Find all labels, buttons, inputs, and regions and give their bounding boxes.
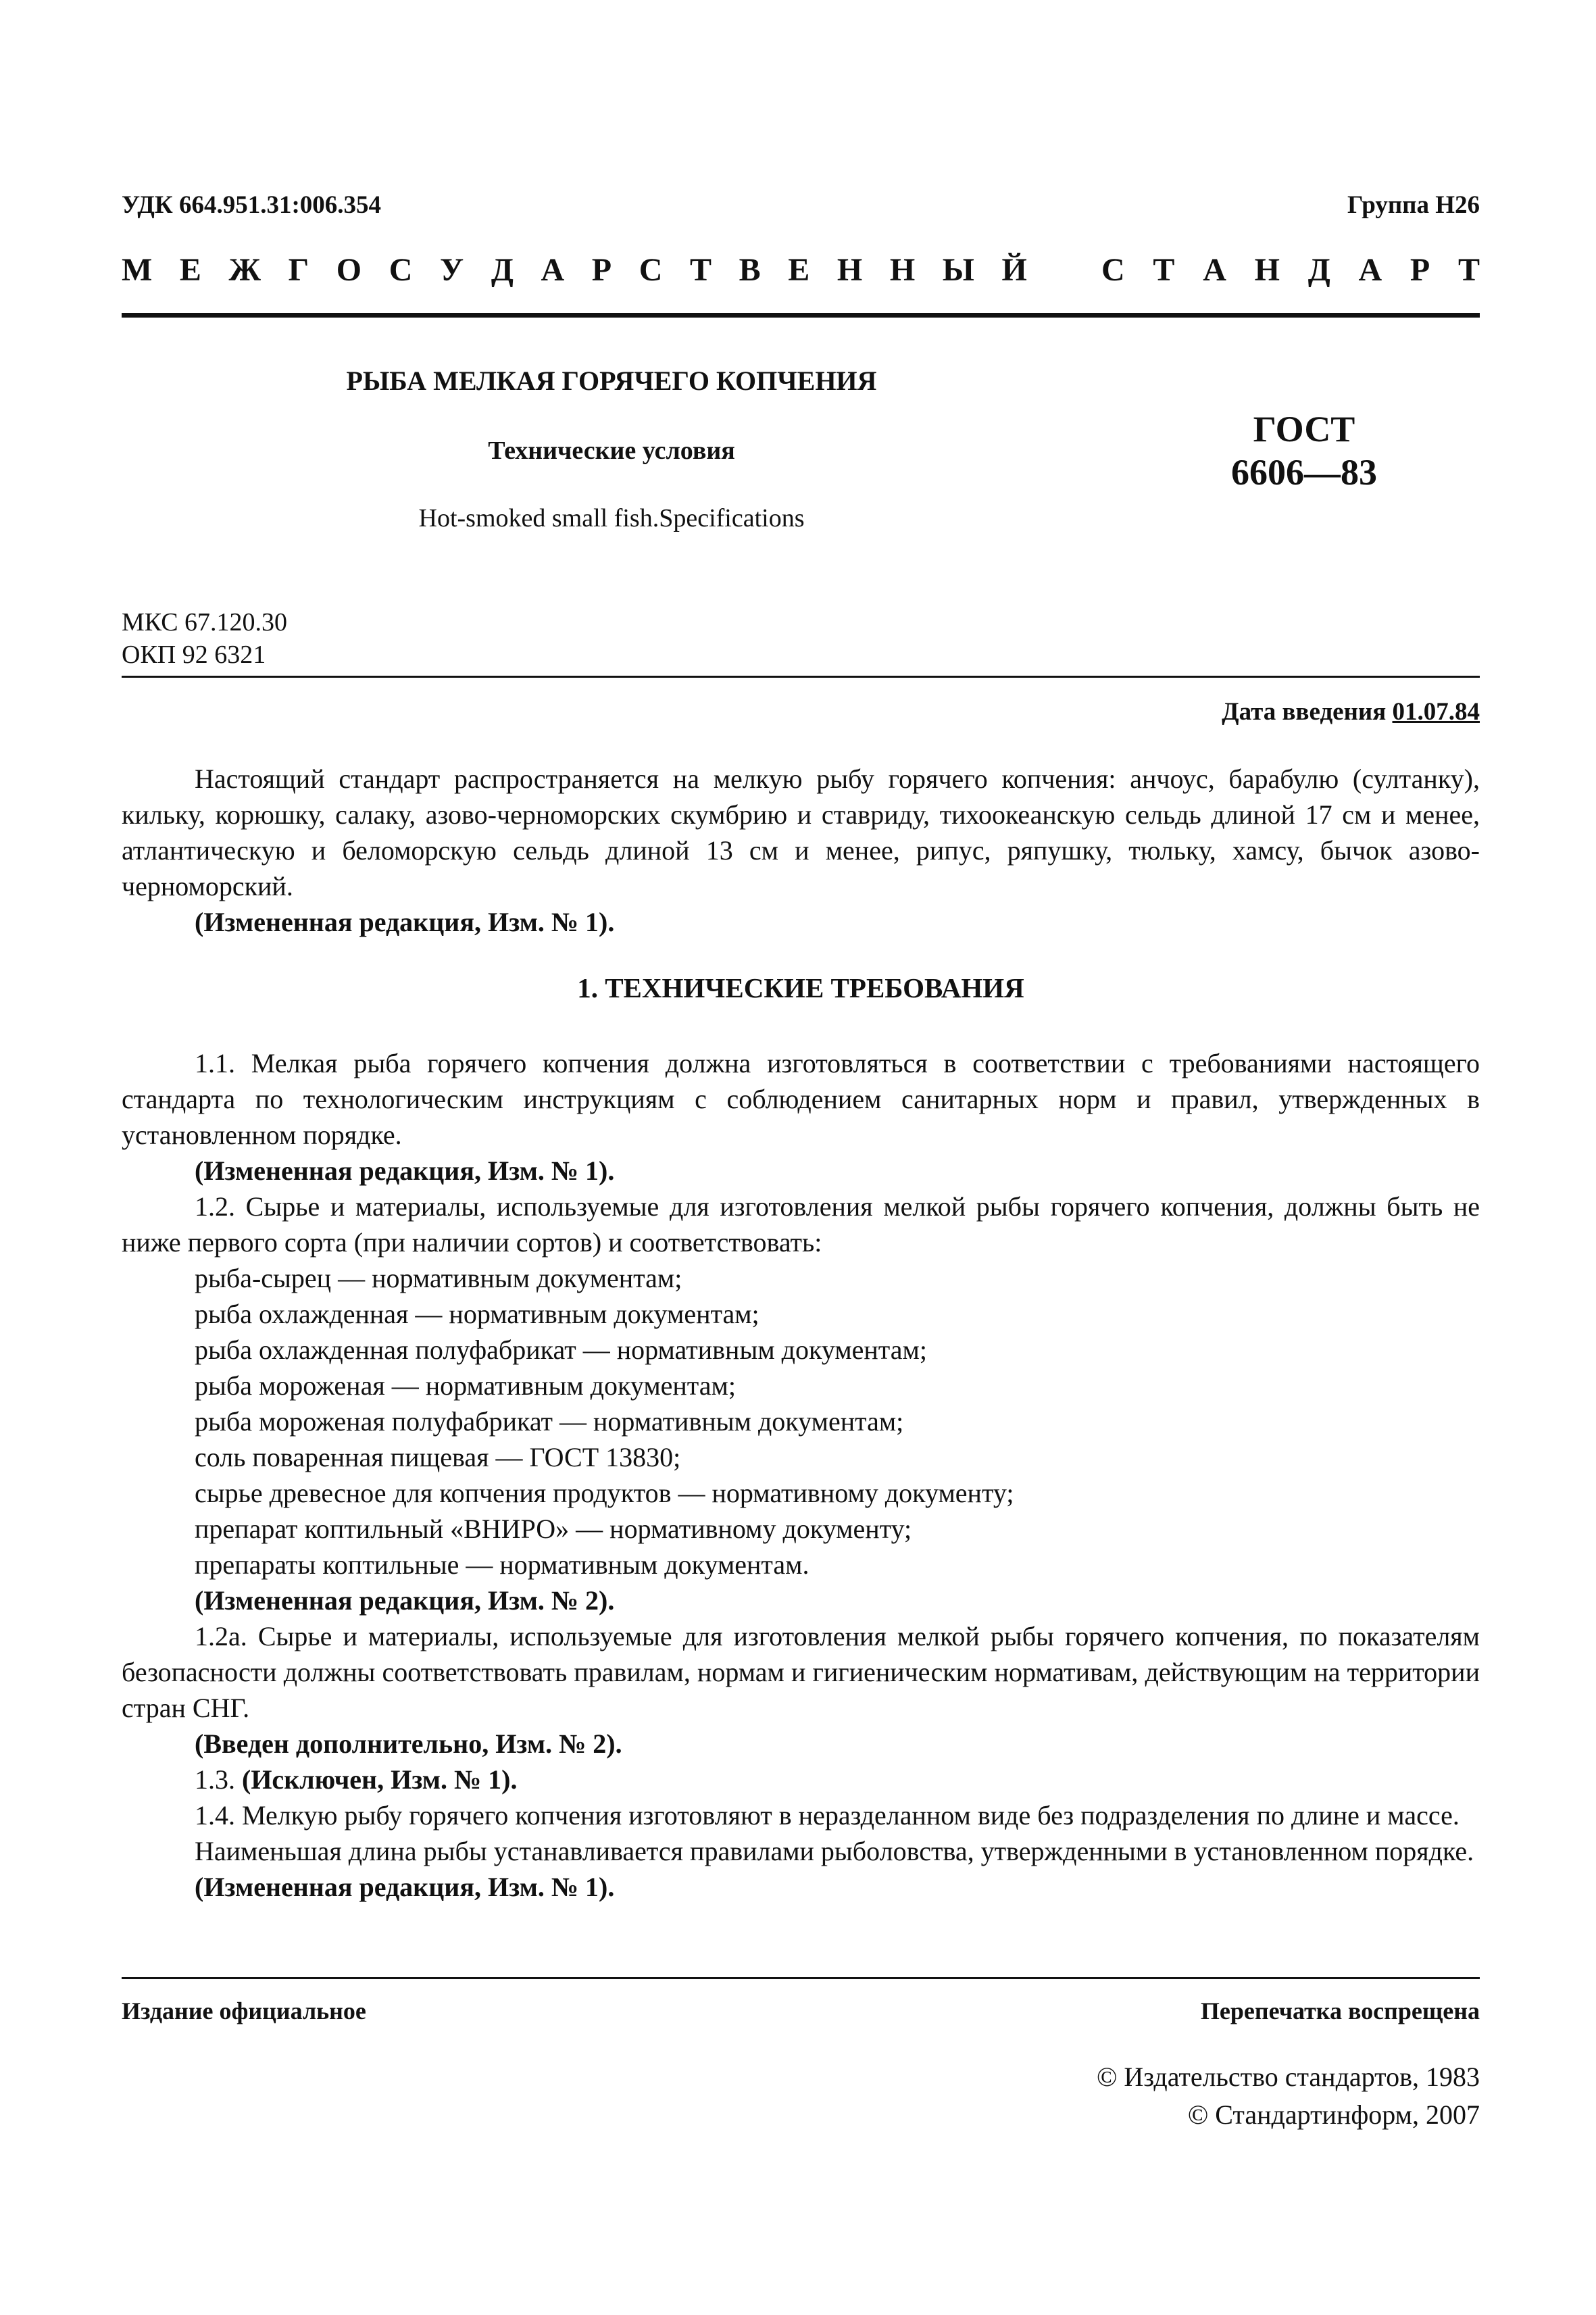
classification-codes (122, 606, 1480, 671)
document-page (122, 0, 1480, 2315)
header-row (122, 191, 1480, 220)
copyright-block (872, 2058, 1480, 2134)
copyright-1983: © Издательство стандартов, 1983 (1096, 2062, 1480, 2092)
clause-1-2a-note: (Введен дополнительно, Изм. № 2). (195, 1728, 622, 1759)
copyright-2007: © Стандартинформ, 2007 (1187, 2099, 1480, 2130)
banner-standard-letter: А (1203, 252, 1226, 288)
clause-1-1: 1.1. Мелкая рыба горячего копчения должна изготовляться в соответствии с требованиями настоящего стандарта по технологическим инструкциям с соблюдением санитарных норм и правил, утвержденных в установленном порядке. (122, 1048, 1480, 1150)
materials-list-item: сырье древесное для копчения продуктов — нормативному документу; (195, 1478, 1014, 1508)
group-code: Группа Н26 (1347, 191, 1480, 219)
section-heading: 1. ТЕХНИЧЕСКИЕ ТРЕБОВАНИЯ (577, 972, 1024, 1003)
materials-list-item: препарат коптильный «ВНИРО» — нормативному документу; (195, 1514, 912, 1544)
introduction-date (122, 697, 1480, 726)
clause-1-3 (122, 1762, 1480, 1797)
okp-code: ОКП 92 6321 (122, 641, 266, 669)
materials-list-item: препараты коптильные — нормативным документам. (195, 1549, 809, 1580)
banner-interstate-letter: Ы (942, 252, 974, 288)
gost-designation (1216, 407, 1392, 494)
clause-1-2: 1.2. Сырье и материалы, используемые для изготовления мелкой рыбы горячего копчения, должны быть не ниже первого сорта (при наличии сортов) и соответствовать: (122, 1191, 1480, 1258)
header-rule (122, 313, 1480, 318)
materials-list-item: соль поваренная пищевая — ГОСТ 13830; (195, 1442, 681, 1472)
banner-word-standard (1101, 251, 1480, 289)
intro-paragraph: Настоящий стандарт распространяется на мелкую рыбу горячего копчения: анчоус, барабулю (султанку), кильку, корюшку, салаку, азово-черноморских скумбрию и ставриду, тихоокеанскую сельдь длиной 17 см и менее, атлантическую и беломорскую сельдь длиной 13 см и менее, рипус, ряпушку, тюльку, хамсу, бычок азово-черноморский. (122, 764, 1480, 901)
clause-1-3-text: (Исключен, Изм. № 1). (242, 1764, 518, 1795)
banner-interstate-letter: Д (491, 252, 514, 288)
banner-interstate-letter: О (336, 252, 362, 288)
banner-word-interstate (122, 251, 1027, 289)
banner-interstate-letter: Н (837, 252, 863, 288)
clause-1-4-continued: Наименьшая длина рыбы устанавливается правилами рыболовства, утвержденными в установленном порядке. (195, 1836, 1474, 1866)
banner-interstate-letter: Н (889, 252, 916, 288)
banner-interstate-letter: Е (788, 252, 810, 288)
clause-1-3-number: 1.3. (195, 1764, 242, 1795)
banner-standard-letter: Д (1307, 252, 1330, 288)
banner-standard-letter: Т (1153, 252, 1175, 288)
banner-interstate-letter: Е (179, 252, 201, 288)
intro-amendment-note: (Измененная редакция, Изм. № 1). (195, 907, 615, 937)
banner-interstate-letter: Р (591, 252, 612, 288)
materials-list (122, 1260, 1480, 1583)
banner-standard-letter: С (1101, 252, 1125, 288)
banner-standard-letter: Н (1254, 252, 1280, 288)
intro-block (122, 761, 1480, 940)
banner-interstate-letter: В (739, 252, 761, 288)
gost-number: 6606—83 (1231, 452, 1377, 493)
udk-code: УДК 664.951.31:006.354 (122, 191, 382, 219)
banner-interstate-letter: М (122, 252, 153, 288)
banner-interstate-letter: Ж (228, 252, 261, 288)
footer-rule (122, 1977, 1480, 1979)
footer-row (122, 1997, 1480, 2025)
materials-list-item: рыба мороженая — нормативным документам; (195, 1370, 736, 1401)
english-title: Hot-smoked small fish.Specifications (418, 504, 805, 532)
date-value: 01.07.84 (1392, 698, 1480, 726)
document-title: РЫБА МЕЛКАЯ ГОРЯЧЕГО КОПЧЕНИЯ (346, 366, 877, 396)
banner-interstate-letter: С (389, 252, 413, 288)
document-subtitle: Технические условия (488, 437, 735, 465)
materials-list-item: рыба-сырец — нормативным документам; (195, 1263, 682, 1293)
banner-interstate-letter: Т (690, 252, 712, 288)
interstate-standard-banner (122, 251, 1480, 289)
materials-list-item: рыба мороженая полуфабрикат — нормативным документам; (195, 1406, 904, 1437)
date-label: Дата введения (1222, 698, 1393, 726)
clause-1-2-note: (Измененная редакция, Изм. № 2). (195, 1585, 615, 1616)
mks-code: МКС 67.120.30 (122, 608, 288, 637)
codes-rule (122, 676, 1480, 678)
banner-standard-letter: Р (1410, 252, 1430, 288)
gost-label: ГОСТ (1253, 409, 1355, 449)
reprint-prohibited-label: Перепечатка воспрещена (1200, 1997, 1480, 2024)
banner-interstate-letter: А (541, 252, 565, 288)
banner-interstate-letter: С (639, 252, 663, 288)
banner-interstate-letter: Г (288, 252, 309, 288)
banner-standard-letter: А (1358, 252, 1382, 288)
clause-1-4-note: (Измененная редакция, Изм. № 1). (195, 1872, 615, 1902)
materials-list-item: рыба охлажденная — нормативным документам; (195, 1299, 759, 1329)
clause-1-1-note: (Измененная редакция, Изм. № 1). (195, 1155, 615, 1186)
banner-interstate-letter: Й (1001, 252, 1027, 288)
materials-list-item: рыба охлажденная полуфабрикат — нормативным документам; (195, 1335, 927, 1365)
section1-body (122, 1045, 1480, 1905)
clause-1-4: 1.4. Мелкую рыбу горячего копчения изготовляют в неразделанном виде без подразделения по длине и массе. (195, 1800, 1460, 1831)
official-edition-label: Издание официальное (122, 1997, 366, 2024)
banner-interstate-letter: У (440, 252, 464, 288)
banner-standard-letter: Т (1457, 252, 1480, 288)
clause-1-2a: 1.2а. Сырье и материалы, используемые для изготовления мелкой рыбы горячего копчения, по показателям безопасности должны соответствовать правилам, нормам и гигиеническим нормативам, действующим на территории стран СНГ. (122, 1621, 1480, 1723)
